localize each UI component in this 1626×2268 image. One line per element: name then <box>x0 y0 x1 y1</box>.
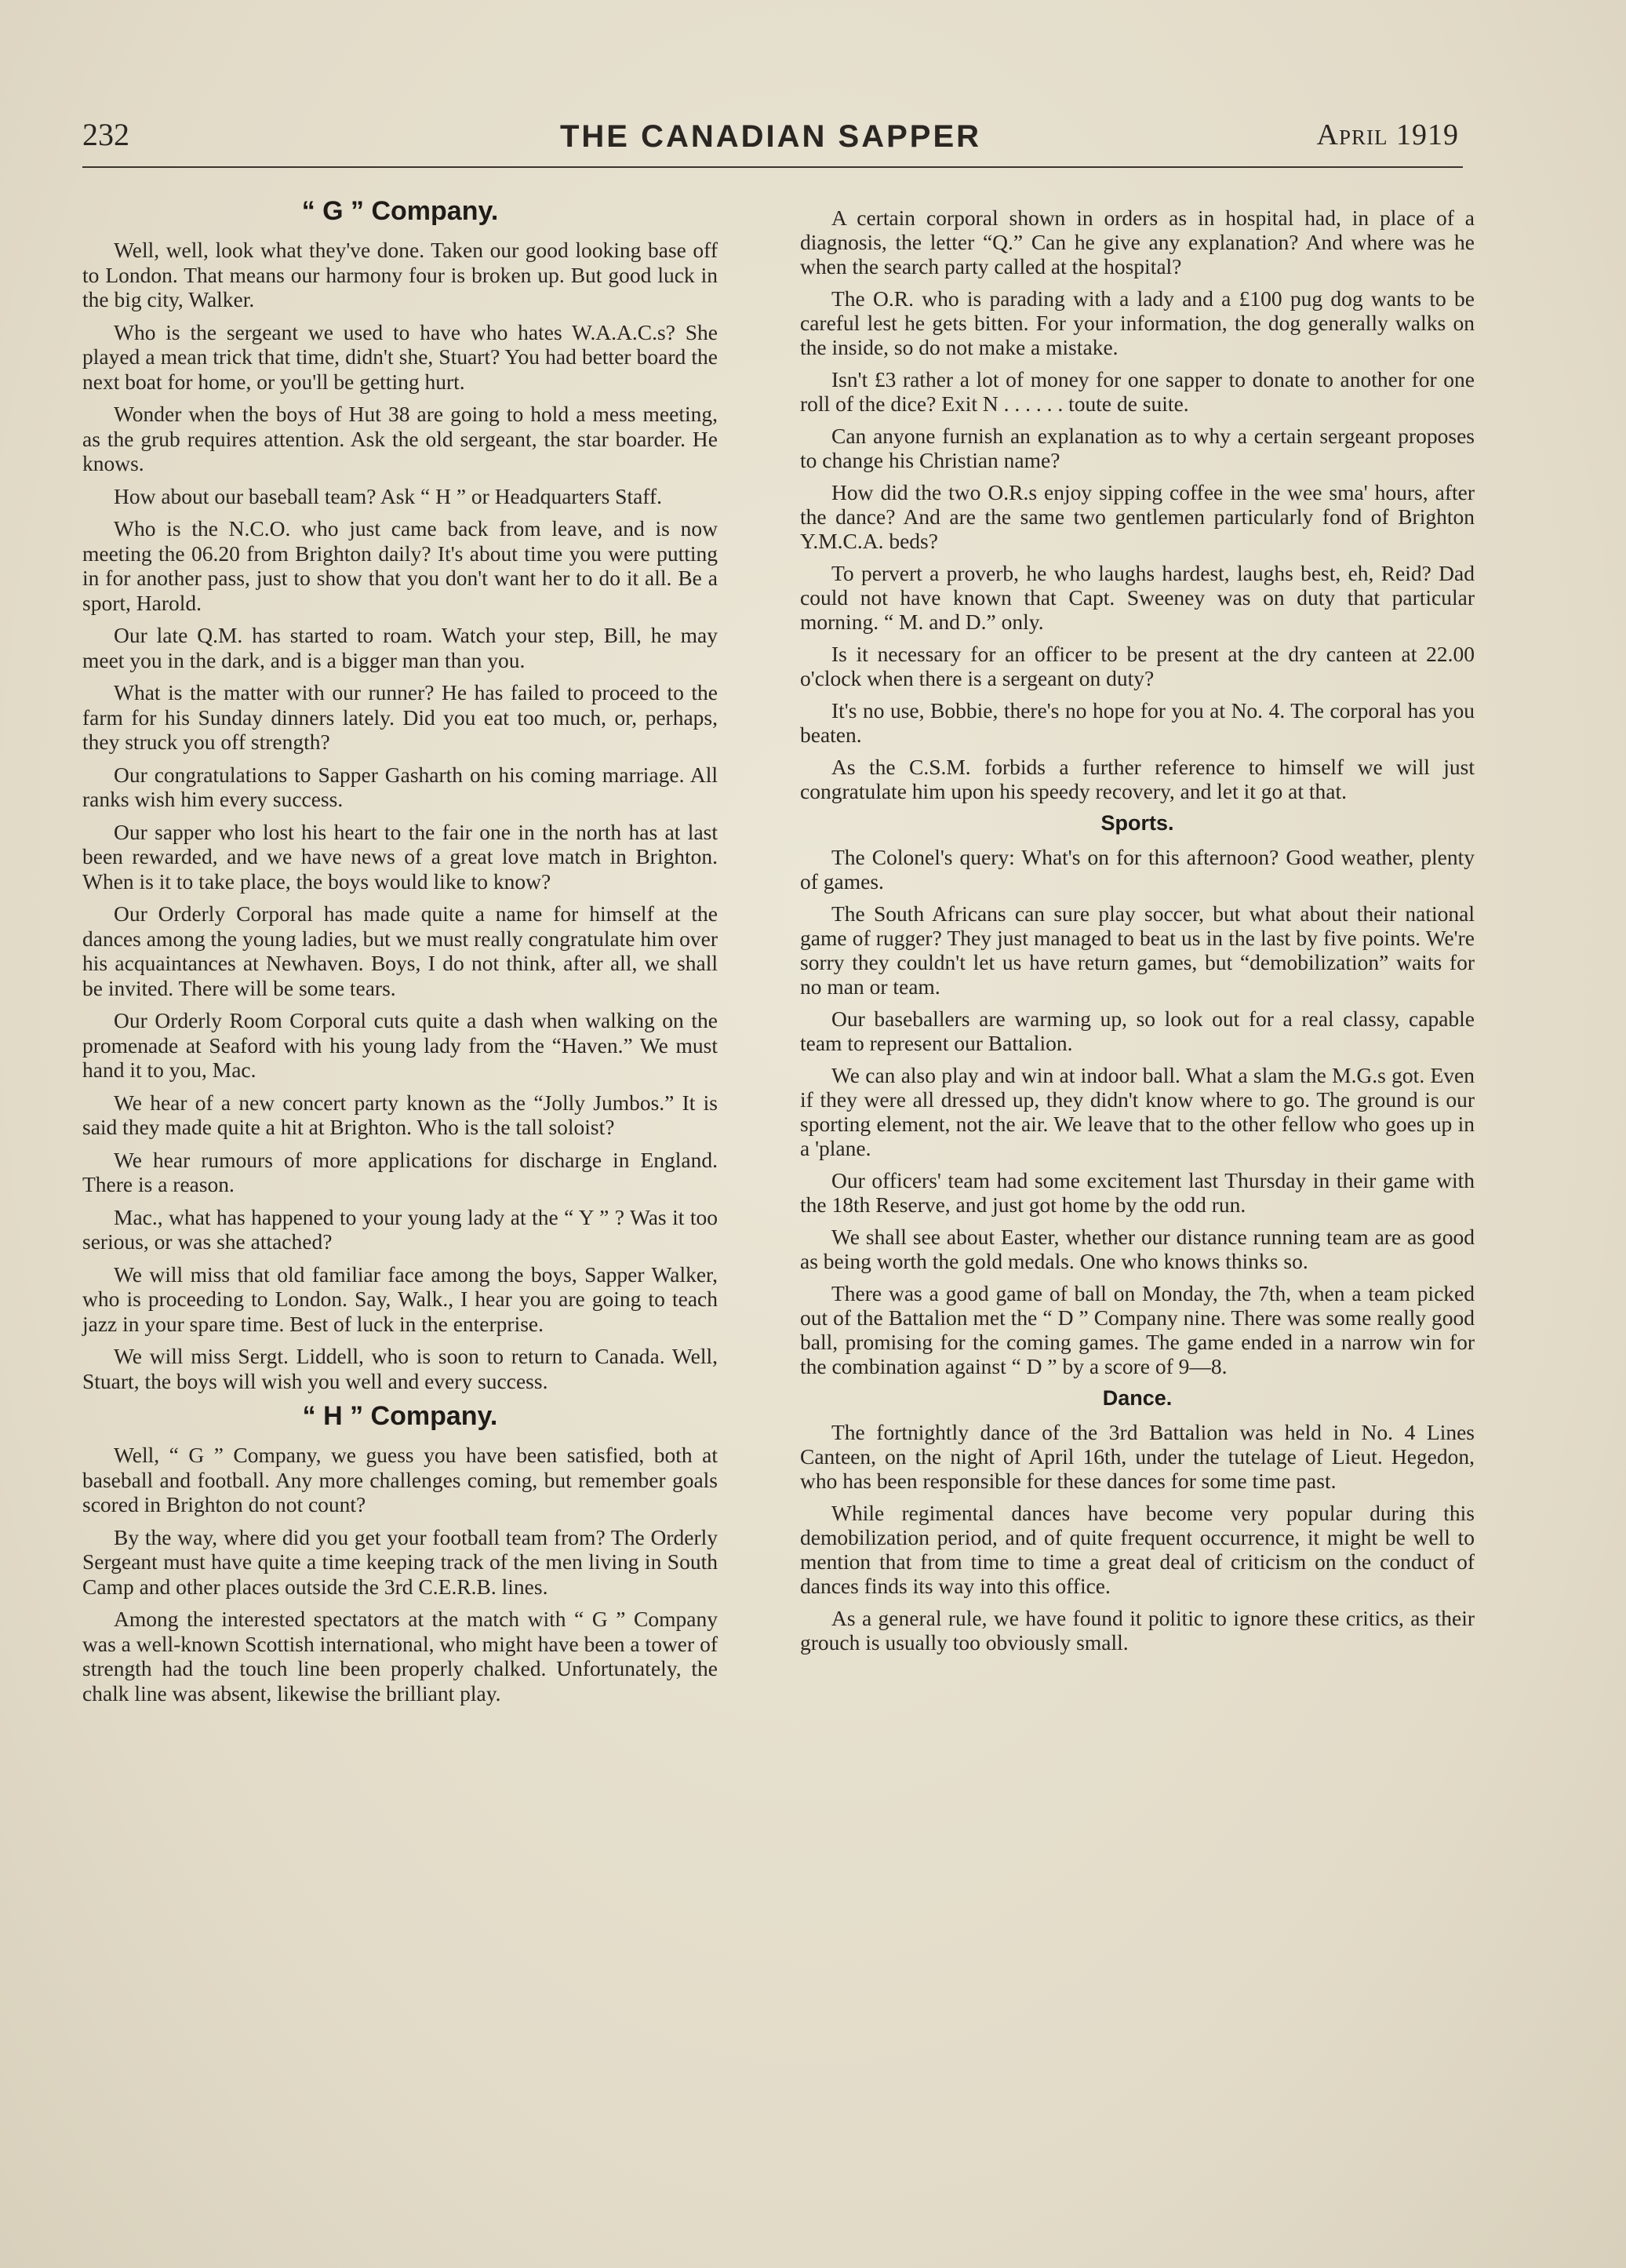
gossip-paragraph: Isn't £3 rather a lot of money for one sapper to donate to another for one roll of the dice? Exit N . . . . . . toute de suite. <box>800 367 1475 416</box>
dance-paragraph: As a general rule, we have found it politic to ignore these critics, as their grouch is usually too obviously small. <box>800 1606 1475 1655</box>
gossip-paragraph: The O.R. who is parading with a lady and a £100 pug dog wants to be careful lest he gets bitten. For your information, the dog generally walks on the inside, so do not make a mistake. <box>800 286 1475 359</box>
sports-paragraph: Our baseballers are warming up, so look out for a real classy, capable team to represent our Battalion. <box>800 1007 1475 1055</box>
sports-paragraph: The South Africans can sure play soccer, but what about their national game of rugger? They just managed to beat us in the last by five points. We're sorry they couldn't let us have return games, but “demobilization” waits for no man or team. <box>800 901 1475 999</box>
gossip-paragraph: Is it necessary for an officer to be present at the dry canteen at 22.00 o'clock when there is a sergeant on duty? <box>800 642 1475 690</box>
sports-paragraph: We can also play and win at indoor ball. What a slam the M.G.s got. Even if they were all dressed up, they didn't know where to go. The ground is our sporting element, not the air. We leave that to the other fellow who goes up in a 'plane. <box>800 1063 1475 1160</box>
g-paragraph: We will miss that old familiar face among the boys, Sapper Walker, who is proceeding to London. Say, Walk., I hear you are going to teach jazz in your spare time. Best of luck in the enterprise. <box>82 1261 718 1336</box>
g-paragraph: We hear rumours of more applications for discharge in England. There is a reason. <box>82 1147 718 1196</box>
h-paragraph: By the way, where did you get your football team from? The Orderly Sergeant must have quite a time keeping track of the men living in South Camp and other places outside the 3rd C.E.R.B. lines. <box>82 1524 718 1599</box>
h-company-heading: “ H ” Company. <box>302 1401 498 1431</box>
dance-heading: Dance. <box>1102 1386 1173 1410</box>
sports-paragraph: Our officers' team had some excitement last Thursday in their game with the 18th Reserve, and just got home by the odd run. <box>800 1168 1475 1217</box>
h-company-section <box>82 1443 718 1706</box>
sports-heading: Sports. <box>1100 811 1174 835</box>
page-header <box>82 110 1459 165</box>
sports-paragraph: We shall see about Easter, whether our distance running team are as good as being worth the gold medals. One who knows thinks so. <box>800 1225 1475 1273</box>
g-paragraph: Our Orderly Corporal has made quite a name for himself at the dances among the young ladies, but we must really congratulate him over his acquaintances at Newhaven. Boys, I do not think, after all, we shall be invited. There will be some tears. <box>82 901 718 1000</box>
g-paragraph: Wonder when the boys of Hut 38 are going to hold a mess meeting, as the grub requires attention. Ask the old sergeant, the star boarder. He knows. <box>82 402 718 475</box>
g-paragraph: Who is the N.C.O. who just came back from leave, and is now meeting the 06.20 from Brighton daily? It's about time you were putting in for another pass, just to show that you don't want her to do it all. Be a sport, Harold. <box>82 516 718 615</box>
sports-paragraph: There was a good game of ball on Monday, the 7th, when a team picked out of the Battalion met the “ D ” Company nine. There was some really good ball, promising for the coming games. The game ended in a narrow win for the combination against “ D ” by a score of 9—8. <box>800 1281 1475 1378</box>
left-column <box>82 196 718 1713</box>
gossip-paragraph: To pervert a proverb, he who laughs hardest, laughs best, eh, Reid? Dad could not have known that Capt. Sweeney was on duty that particular morning. “ M. and D.” only. <box>800 561 1475 634</box>
gossip-section <box>800 206 1475 803</box>
g-paragraph: Who is the sergeant we used to have who hates W.A.A.C.s? She played a mean trick that time, didn't she, Stuart? You had better board the next boat for home, or you'll be getting hurt. <box>82 319 718 394</box>
g-paragraph: Our Orderly Room Corporal cuts quite a dash when walking on the promenade at Seaford with his young lady from the “Haven.” We must hand it to you, Mac. <box>82 1008 718 1082</box>
g-paragraph: Our late Q.M. has started to roam. Watch your step, Bill, he may meet you in the dark, and is a bigger man than you. <box>82 623 718 672</box>
sports-section <box>800 845 1475 1378</box>
g-paragraph: Our sapper who lost his heart to the fair one in the north has at last been rewarded, and we have news of a great love match in Brighton. When is it to take place, the boys would like to know? <box>82 819 718 894</box>
dance-paragraph: While regimental dances have become very popular during this demobilization period, and of quite frequent occurrence, it might be well to mention that from time to time a great deal of criticism on the conduct of dances finds its way into this office. <box>800 1501 1475 1598</box>
h-paragraph: Among the interested spectators at the match with “ G ” Company was a well-known Scottish international, who might have been a tower of strength had the touch line been properly chalked. Unfortunately, the chalk line was absent, likewise the brilliant play. <box>82 1607 718 1706</box>
page-number: 232 <box>82 117 129 152</box>
gossip-paragraph: How did the two O.R.s enjoy sipping coffee in the wee sma' hours, after the dance? And are the same two gentlemen particularly fond of Brighton Y.M.C.A. beds? <box>800 480 1475 553</box>
g-company-heading: “ G ” Company. <box>301 196 499 226</box>
right-column <box>800 206 1475 1662</box>
issue-date: April 1919 <box>1316 118 1459 151</box>
g-paragraph: We hear of a new concert party known as the “Jolly Jumbos.” It is said they made quite a hit at Brighton. Who is the tall soloist? <box>82 1090 718 1139</box>
g-company-section <box>82 238 718 1393</box>
magazine-title: THE CANADIAN SAPPER <box>559 119 982 154</box>
g-paragraph: Our congratulations to Sapper Gasharth on his coming marriage. All ranks wish him every success. <box>82 762 718 811</box>
dance-paragraph: The fortnightly dance of the 3rd Battalion was held in No. 4 Lines Canteen, on the night of April 16th, under the tutelage of Lieut. Hegedon, who has been responsible for these dances for some time past. <box>800 1420 1475 1493</box>
g-paragraph: Well, well, look what they've done. Taken our good looking base off to London. That means our harmony four is broken up. But good luck in the big city, Walker. <box>82 238 718 311</box>
gossip-paragraph: A certain corporal shown in orders as in hospital had, in place of a diagnosis, the letter “Q.” Can he give any explanation? And where was he when the search party called at the hospital? <box>800 206 1475 278</box>
g-paragraph: How about our baseball team? Ask “ H ” or Headquarters Staff. <box>114 483 662 508</box>
g-paragraph: We will miss Sergt. Liddell, who is soon to return to Canada. Well, Stuart, the boys will wish you well and every success. <box>82 1344 718 1393</box>
g-paragraph: Mac., what has happened to your young lady at the “ Y ” ? Was it too serious, or was she attached? <box>82 1204 718 1254</box>
gossip-paragraph: Can anyone furnish an explanation as to why a certain sergeant proposes to change his Christian name? <box>800 424 1475 472</box>
header-rule <box>82 166 1463 168</box>
h-paragraph: Well, “ G ” Company, we guess you have been satisfied, both at baseball and football. Any more challenges coming, but remember goals scored in Brighton do not count? <box>82 1443 718 1516</box>
dance-section <box>800 1420 1475 1655</box>
gossip-paragraph: As the C.S.M. forbids a further reference to himself we will just congratulate him upon his speedy recovery, and let it go at that. <box>800 755 1475 803</box>
sports-paragraph: The Colonel's query: What's on for this afternoon? Good weather, plenty of games. <box>800 845 1475 894</box>
g-paragraph: What is the matter with our runner? He has failed to proceed to the farm for his Sunday dinners lately. Did you eat too much, or, perhaps, they struck you off strength? <box>82 680 718 754</box>
gossip-paragraph: It's no use, Bobbie, there's no hope for you at No. 4. The corporal has you beaten. <box>800 698 1475 747</box>
